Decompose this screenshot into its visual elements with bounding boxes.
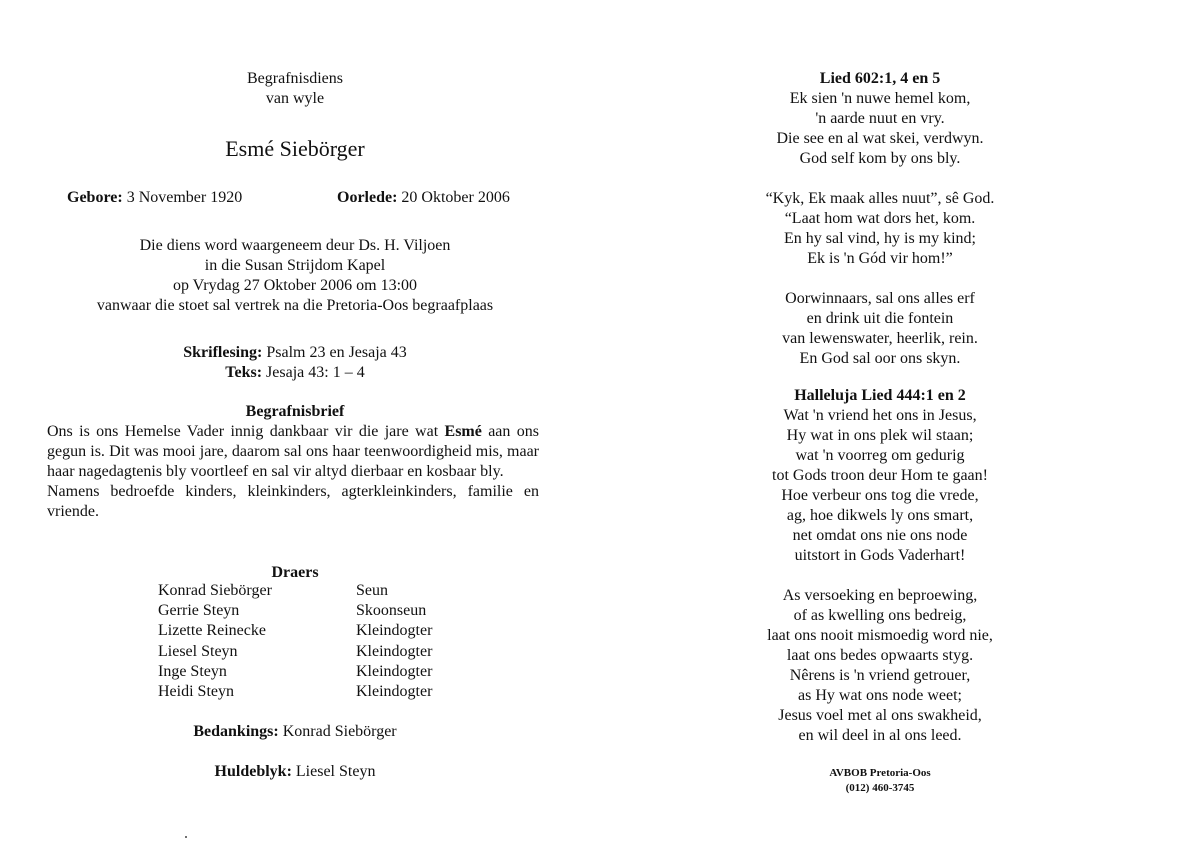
lyric-line: of as kwelling ons bedreig, — [793, 607, 967, 624]
lyric-line: Hy wat in ons plek wil staan; — [786, 427, 974, 444]
service-heading — [150, 69, 440, 109]
lyric-line: as Hy wat ons node weet; — [798, 687, 962, 704]
lyric-line: van lewenswater, heerlik, rein. — [782, 330, 978, 347]
service-line: in die Susan Strijdom Kapel — [204, 257, 386, 274]
scripture-value: Psalm 23 en Jesaja 43 — [262, 344, 407, 361]
lyric-line: En hy sal vind, hy is my kind; — [784, 230, 976, 247]
hymn-2-title: Halleluja Lied 444:1 en 2 — [794, 387, 966, 404]
lyric-line: Wat 'n vriend het ons in Jesus, — [783, 407, 977, 424]
service-line: Die diens word waargeneem deur Ds. H. Viljoen — [139, 237, 451, 254]
lyric-line: net omdat ons nie ons node — [792, 527, 968, 544]
lyric-line: laat ons bedes opwaarts styg. — [786, 647, 974, 664]
hymn-stanza — [700, 89, 1060, 169]
service-heading-line1: Begrafnisdiens — [247, 70, 343, 87]
pallbearers-table — [158, 581, 432, 702]
hymn-1-title: Lied 602:1, 4 en 5 — [819, 70, 941, 87]
lyric-line: en wil deel in al ons leed. — [798, 727, 962, 744]
funeral-letter-title: Begrafnisbrief — [245, 403, 345, 420]
hymn-stanza — [700, 189, 1060, 269]
pallbearers-title: Draers — [271, 564, 319, 581]
pallbearer-relation: Kleindogter — [356, 622, 433, 640]
sermon-text-label: Teks: — [225, 364, 263, 381]
pallbearer-relation: Skoonseun — [356, 602, 427, 620]
hymn-1-lyrics — [700, 89, 1060, 369]
lyric-line: tot Gods troon deur Hom te gaan! — [772, 467, 988, 484]
pallbearer-relation: Kleindogter — [356, 642, 433, 660]
service-heading-line2: van wyle — [265, 90, 325, 107]
table-row — [158, 642, 432, 662]
thanks-value: Konrad Siebörger — [278, 723, 397, 740]
service-details — [40, 236, 550, 316]
lyric-line: Nêrens is 'n vriend getrouer, — [789, 667, 971, 684]
hymn-stanza — [700, 289, 1060, 369]
thanks — [130, 722, 460, 742]
scan-speck — [185, 836, 187, 838]
lyric-line: Ek sien 'n nuwe hemel kom, — [789, 90, 971, 107]
table-row — [158, 601, 432, 621]
lyric-line: “Kyk, Ek maak alles nuut”, sê God. — [765, 190, 995, 207]
table-row — [158, 621, 432, 641]
birth-label: Gebore: — [67, 189, 123, 206]
tribute-label: Huldeblyk: — [214, 763, 292, 780]
funeral-letter-body — [47, 422, 539, 522]
letter-text: aan ons gegun is. Dit was mooi jare, daarom sal ons haar teenwoordigheid mis, maar haar nagedagtenis bly voortleef en sal vir altyd dierbaar en kosbaar bly. — [47, 423, 539, 480]
funeral-home-name: AVBOB Pretoria-Oos — [829, 767, 931, 779]
death-label: Oorlede: — [337, 189, 398, 206]
death-value: 20 Oktober 2006 — [397, 189, 510, 206]
readings — [130, 343, 460, 383]
lyric-line: 'n aarde nuut en vry. — [815, 110, 945, 127]
funeral-letter-paragraph — [47, 422, 539, 482]
service-line: vanwaar die stoet sal vertrek na die Pretoria-Oos begraafplaas — [96, 297, 494, 314]
lyric-line: Die see en al wat skei, verdwyn. — [776, 130, 984, 147]
lyric-line: Ek is 'n Gód vir hom!” — [807, 250, 953, 267]
sermon-text — [130, 363, 460, 383]
sermon-text-value: Jesaja 43: 1 – 4 — [262, 364, 365, 381]
tribute — [130, 762, 460, 782]
letter-name-highlight: Esmé — [444, 423, 482, 440]
table-row — [158, 662, 432, 682]
letter-text: Ons is ons Hemelse Vader innig dankbaar vir die jare wat — [47, 423, 445, 440]
pallbearer-name: Liesel Steyn — [158, 642, 238, 660]
lyric-line: Oorwinnaars, sal ons alles erf — [785, 290, 975, 307]
lyric-line: “Laat hom wat dors het, kom. — [784, 210, 976, 227]
birth-value: 3 November 1920 — [122, 189, 243, 206]
hymn-stanza — [700, 406, 1060, 566]
lyric-line: laat ons nooit mismoedig word nie, — [767, 627, 993, 644]
pallbearer-name: Konrad Siebörger — [158, 582, 272, 599]
deceased-name: Esmé Siebörger — [225, 136, 365, 161]
hymn-2-lyrics — [700, 406, 1060, 746]
pallbearer-name: Inge Steyn — [158, 662, 227, 680]
lyric-line: Hoe verbeur ons tog die vrede, — [781, 487, 979, 504]
lyric-line: Jesus voel met al ons swakheid, — [778, 707, 982, 724]
funeral-letter-paragraph: Namens bedroefde kinders, kleinkinders, agterkleinkinders, familie en vriende. — [47, 483, 539, 520]
pallbearer-relation: Seun — [356, 582, 388, 599]
pallbearer-name: Heidi Steyn — [158, 683, 234, 701]
hymn-stanza — [700, 586, 1060, 746]
service-line: op Vrydag 27 Oktober 2006 om 13:00 — [172, 277, 418, 294]
lyric-line: En God sal oor ons skyn. — [799, 350, 961, 367]
pallbearer-relation: Kleindogter — [356, 662, 433, 680]
scripture-label: Skriflesing: — [183, 344, 263, 361]
funeral-home-phone: (012) 460-3745 — [845, 782, 915, 794]
scripture-reading — [130, 343, 460, 363]
death-date — [337, 188, 510, 208]
birth-date — [67, 188, 242, 208]
thanks-label: Bedankings: — [193, 723, 279, 740]
lyric-line: wat 'n voorreg om gedurig — [795, 447, 965, 464]
pallbearer-name: Gerrie Steyn — [158, 602, 240, 620]
lyric-line: en drink uit die fontein — [806, 310, 954, 327]
tribute-value: Liesel Steyn — [291, 763, 376, 780]
lyric-line: uitstort in Gods Vaderhart! — [794, 547, 966, 564]
table-row — [158, 581, 432, 601]
table-row — [158, 682, 432, 702]
pallbearer-name: Lizette Reinecke — [158, 622, 266, 640]
funeral-home — [700, 766, 1060, 796]
lyric-line: As versoeking en beproewing, — [782, 587, 978, 604]
lyric-line: ag, hoe dikwels ly ons smart, — [786, 507, 974, 524]
pallbearer-relation: Kleindogter — [356, 683, 433, 701]
lyric-line: God self kom by ons bly. — [799, 150, 961, 167]
